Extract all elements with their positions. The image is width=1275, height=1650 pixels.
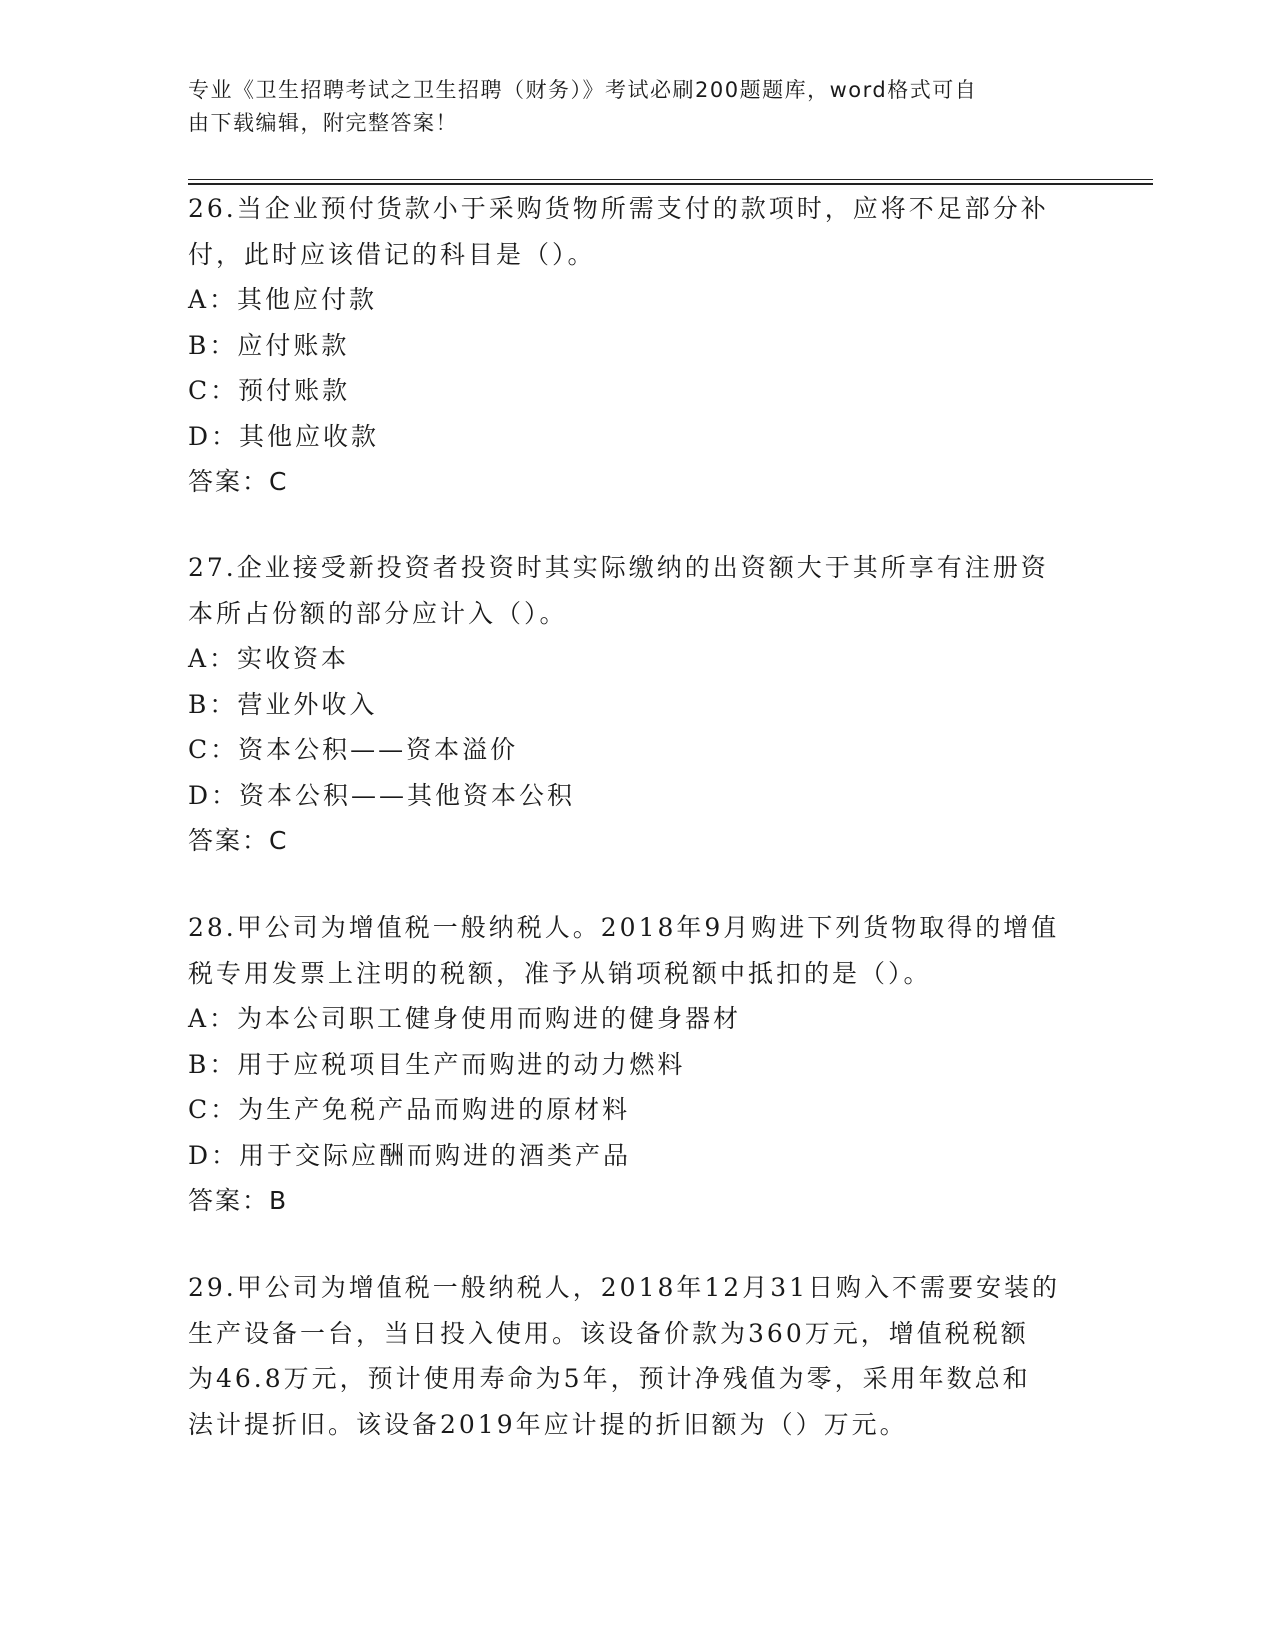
header-divider-thick bbox=[188, 183, 1153, 185]
option-a: A：实收资本 bbox=[188, 644, 350, 673]
question-26 bbox=[188, 186, 1088, 505]
option-a: A：为本公司职工健身使用而购进的健身器材 bbox=[188, 1004, 742, 1033]
question-stem-line: 本所占份额的部分应计入（）。 bbox=[188, 598, 568, 628]
question-stem-line: 27.企业接受新投资者投资时其实际缴纳的出资额大于其所享有注册资 bbox=[188, 553, 1049, 582]
question-stem-line: 生产设备一台，当日投入使用。该设备价款为360万元，增值税税额 bbox=[188, 1318, 1029, 1348]
option-c: C：预付账款 bbox=[188, 376, 351, 405]
option-c: C：资本公积——资本溢价 bbox=[188, 735, 519, 764]
question-stem-line: 税专用发票上注明的税额，准予从销项税额中抵扣的是（）。 bbox=[188, 958, 932, 988]
option-a: A：其他应付款 bbox=[188, 285, 378, 314]
question-stem-line: 付，此时应该借记的科目是（）。 bbox=[188, 239, 596, 269]
question-27 bbox=[188, 545, 1088, 864]
option-b: B：应付账款 bbox=[188, 330, 350, 360]
answer: 答案：C bbox=[188, 826, 289, 855]
option-b: B：营业外收入 bbox=[188, 689, 378, 719]
header-line-2: 由下载编辑，附完整答案！ bbox=[188, 111, 458, 135]
question-29 bbox=[188, 1265, 1088, 1447]
document-header bbox=[188, 74, 1068, 140]
question-stem-line: 28.甲公司为增值税一般纳税人。2018年9月购进下列货物取得的增值 bbox=[188, 913, 1060, 942]
question-stem-line: 法计提折旧。该设备2019年应计提的折旧额为（）万元。 bbox=[188, 1409, 908, 1439]
header-divider-thin bbox=[188, 179, 1153, 180]
header-line-1: 专业《卫生招聘考试之卫生招聘（财务）》考试必刷200题题库，word格式可自 bbox=[188, 78, 978, 102]
question-stem-line: 26.当企业预付货款小于采购货物所需支付的款项时，应将不足部分补 bbox=[188, 194, 1049, 223]
answer: 答案：B bbox=[188, 1186, 289, 1215]
question-stem-line: 29.甲公司为增值税一般纳税人，2018年12月31日购入不需要安装的 bbox=[188, 1273, 1061, 1302]
option-d: D：资本公积——其他资本公积 bbox=[188, 780, 576, 810]
answer: 答案：C bbox=[188, 467, 289, 496]
option-c: C：为生产免税产品而购进的原材料 bbox=[188, 1095, 631, 1124]
question-28 bbox=[188, 905, 1088, 1224]
option-d: D：其他应收款 bbox=[188, 421, 380, 451]
option-d: D：用于交际应酬而购进的酒类产品 bbox=[188, 1140, 632, 1170]
option-b: B：用于应税项目生产而购进的动力燃料 bbox=[188, 1049, 686, 1079]
question-stem-line: 为46.8万元，预计使用寿命为5年，预计净残值为零，采用年数总和 bbox=[188, 1364, 1031, 1393]
